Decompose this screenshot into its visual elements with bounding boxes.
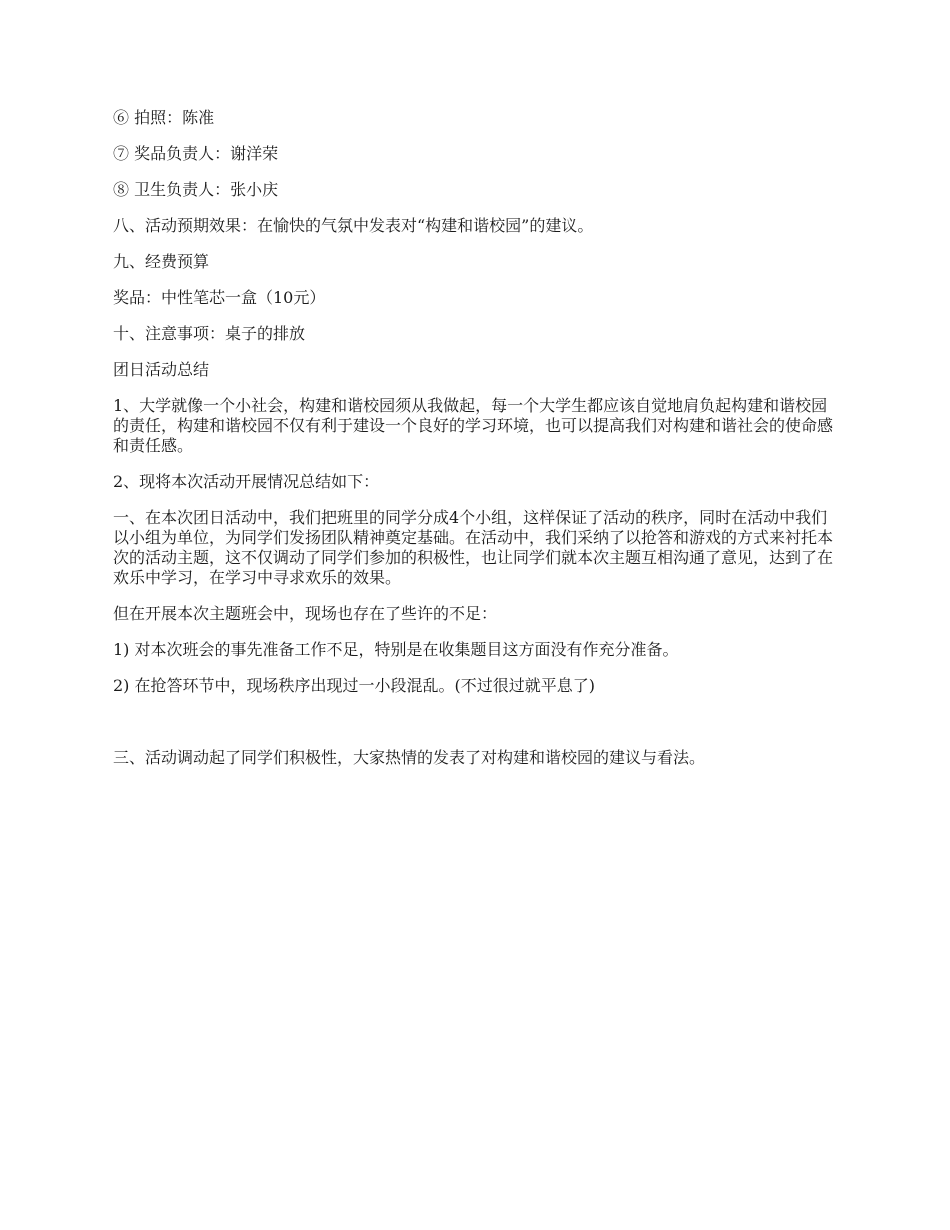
section-expected-effect: 八、活动预期效果：在愉快的气氛中发表对“构建和谐校园”的建议。 — [113, 216, 594, 235]
budget-prizes: 奖品：中性笔芯一盒（10元） — [113, 288, 326, 307]
staff-prizes: ⑦ 奖品负责人：谢洋荣 — [113, 144, 279, 163]
summary-heading: 团日活动总结 — [113, 360, 210, 379]
staff-sanitation: ⑧ 卫生负责人：张小庆 — [113, 180, 279, 199]
staff-photographer: ⑥ 拍照：陈准 — [113, 108, 215, 127]
summary-section-three: 三、活动调动起了同学们积极性，大家热情的发表了对构建和谐校园的建议与看法。 — [113, 748, 706, 767]
section-notes: 十、注意事项：桌子的排放 — [113, 324, 306, 343]
shortcoming-2: 2) 在抢答环节中，现场秩序出现过一小段混乱。(不过很过就平息了) — [113, 676, 595, 695]
section-budget-heading: 九、经费预算 — [113, 252, 210, 271]
summary-point-2: 2、现将本次活动开展情况总结如下： — [113, 472, 380, 491]
summary-point-1: 1、大学就像一个小社会，构建和谐校园须从我做起，每一个大学生都应该自觉地肩负起构建和谐校园的责任，构建和谐校园不仅有利于建设一个良好的学习环境，也可以提高我们对构建和谐社会的使命感和责任感。 — [113, 396, 834, 455]
shortcomings-intro: 但在开展本次主题班会中，现场也存在了些许的不足： — [113, 604, 498, 623]
blank-gap — [113, 712, 843, 748]
shortcoming-1: 1) 对本次班会的事先准备工作不足，特别是在收集题目这方面没有作充分准备。 — [113, 640, 679, 659]
summary-section-one: 一、在本次团日活动中，我们把班里的同学分成4个小组，这样保证了活动的秩序，同时在活动中我们以小组为单位，为同学们发扬团队精神奠定基础。在活动中，我们采纳了以抢答和游戏的方式来衬托本次的活动主题，这不仅调动了同学们参加的积极性，也让同学们就本次主题互相沟通了意见，达到了在欢乐中学习，在学习中寻求欢乐的效果。 — [113, 508, 834, 587]
document-page — [113, 108, 843, 784]
